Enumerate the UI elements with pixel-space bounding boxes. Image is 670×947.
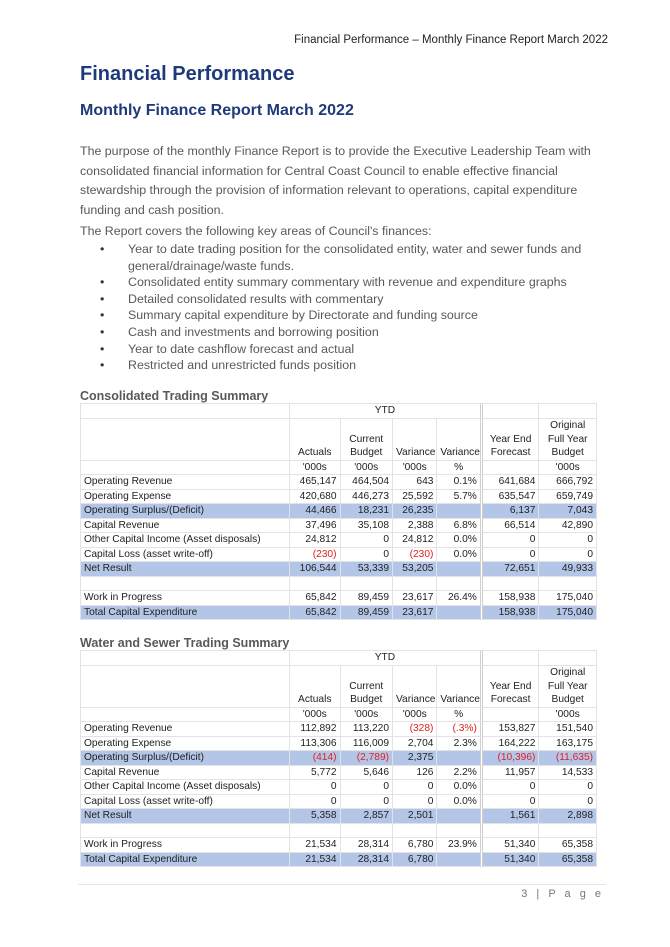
value-cell: 641,684 [481,475,539,490]
col-header-variance: Variance [393,418,437,460]
value-cell: 25,592 [393,489,437,504]
value-cell [437,576,481,591]
list-item: • Year to date cashflow forecast and actual [128,341,600,358]
value-cell: 126 [393,765,437,780]
table-row [81,765,597,780]
value-cell: 151,540 [539,722,597,737]
value-cell: 0 [481,794,539,809]
value-cell: 72,651 [481,562,539,577]
value-cell: 5.7% [437,489,481,504]
value-cell: 0 [539,780,597,795]
value-cell: 24,812 [290,533,340,548]
value-cell: 2.3% [437,736,481,751]
col-header-current-budget: Current Budget [340,665,393,707]
value-cell: 0.0% [437,547,481,562]
row-label: Operating Expense [81,489,290,504]
value-cell: 0 [340,794,393,809]
row-label: Work in Progress [81,838,290,853]
unit-label: '000s [290,707,340,722]
value-cell: 113,306 [290,736,340,751]
value-cell [393,823,437,838]
column-header-row [81,665,597,707]
value-cell [393,576,437,591]
value-cell: 0.1% [437,475,481,490]
empty-cell [539,651,597,666]
table-row [81,736,597,751]
col-header-year-end-forecast: Year End Forecast [481,418,539,460]
value-cell [290,576,340,591]
empty-cell [81,665,290,707]
value-cell: 2,501 [393,809,437,824]
value-cell: (414) [290,751,340,766]
value-cell: 2,857 [340,809,393,824]
value-cell: 7,043 [539,504,597,519]
value-cell [539,823,597,838]
value-cell: 1,561 [481,809,539,824]
value-cell: 446,273 [340,489,393,504]
table-row [81,809,597,824]
list-item: • Year to date trading position for the consolidated entity, water and sewer funds and general/drainage/waste funds. [128,241,600,274]
value-cell: 0.0% [437,533,481,548]
value-cell: 89,459 [340,591,393,606]
value-cell: 0 [481,547,539,562]
value-cell: 0 [539,547,597,562]
consolidated-trading-table [80,403,597,620]
value-cell: 24,812 [393,533,437,548]
col-header-original-budget: Original Full Year Budget [539,418,597,460]
col-header-variance-pct: Variance [437,418,481,460]
value-cell: 175,040 [539,591,597,606]
value-cell [340,576,393,591]
value-cell: 28,314 [340,838,393,853]
unit-label [481,707,539,722]
running-header: Financial Performance – Monthly Finance Report March 2022 [294,34,608,46]
table-row [81,518,597,533]
row-label: Other Capital Income (Asset disposals) [81,533,290,548]
ytd-group-header: YTD [290,651,482,666]
unit-label: '000s [340,707,393,722]
value-cell: 0 [290,794,340,809]
value-cell: (328) [393,722,437,737]
col-header-variance: Variance [393,665,437,707]
value-cell: 163,175 [539,736,597,751]
table-row [81,780,597,795]
unit-label: '000s [539,707,597,722]
table-row [81,547,597,562]
value-cell [437,605,481,620]
value-cell [437,809,481,824]
value-cell: (230) [290,547,340,562]
list-item: • Cash and investments and borrowing position [128,324,600,341]
units-row [81,707,597,722]
unit-label [481,460,539,475]
value-cell: 116,009 [340,736,393,751]
unit-label: '000s [539,460,597,475]
value-cell: 0.0% [437,794,481,809]
unit-label: '000s [393,460,437,475]
water-sewer-trading-table [80,650,597,867]
value-cell: 666,792 [539,475,597,490]
value-cell: 51,340 [481,852,539,867]
col-header-variance-pct: Variance [437,665,481,707]
table-row [81,533,597,548]
value-cell: 2,898 [539,809,597,824]
value-cell [437,504,481,519]
value-cell: 28,314 [340,852,393,867]
table-row [81,838,597,853]
value-cell: 49,933 [539,562,597,577]
value-cell [437,562,481,577]
value-cell: 44,466 [290,504,340,519]
group-header-row [81,651,597,666]
value-cell: (.3%) [437,722,481,737]
value-cell [290,823,340,838]
unit-label: '000s [340,460,393,475]
value-cell: 5,772 [290,765,340,780]
unit-label: % [437,707,481,722]
value-cell: 6,137 [481,504,539,519]
table-row [81,562,597,577]
value-cell: 464,504 [340,475,393,490]
value-cell: 2,375 [393,751,437,766]
value-cell [437,823,481,838]
value-cell: 51,340 [481,838,539,853]
page-title: Financial Performance [80,63,295,85]
value-cell: 113,220 [340,722,393,737]
value-cell [539,576,597,591]
value-cell: 6,780 [393,852,437,867]
row-label: Operating Surplus/(Deficit) [81,751,290,766]
value-cell: 65,842 [290,591,340,606]
spacer-row [81,823,597,838]
row-label: Operating Expense [81,736,290,751]
value-cell: 659,749 [539,489,597,504]
value-cell: 158,938 [481,605,539,620]
empty-cell [81,418,290,460]
row-label: Capital Revenue [81,518,290,533]
ytd-group-header: YTD [290,404,482,419]
col-header-actuals: Actuals [290,665,340,707]
value-cell: 23,617 [393,605,437,620]
value-cell: 18,231 [340,504,393,519]
unit-label: '000s [290,460,340,475]
value-cell: 65,842 [290,605,340,620]
value-cell: 0 [481,780,539,795]
value-cell [481,576,539,591]
value-cell: 2,388 [393,518,437,533]
table-row [81,751,597,766]
value-cell: 0.0% [437,780,481,795]
value-cell: 106,544 [290,562,340,577]
table-row [81,852,597,867]
row-label: Net Result [81,809,290,824]
list-item: • Detailed consolidated results with commentary [128,291,600,308]
group-header-row [81,404,597,419]
unit-label: '000s [393,707,437,722]
table-row [81,489,597,504]
table-row [81,475,597,490]
col-header-actuals: Actuals [290,418,340,460]
page-number: 3 | P a g e [521,888,604,900]
row-label: Capital Loss (asset write-off) [81,547,290,562]
value-cell: 0 [340,547,393,562]
value-cell: 23,617 [393,591,437,606]
value-cell: 0 [539,794,597,809]
value-cell: 5,646 [340,765,393,780]
empty-cell [81,460,290,475]
value-cell: 0 [539,533,597,548]
list-item: • Restricted and unrestricted funds position [128,357,600,374]
units-row [81,460,597,475]
intro-paragraph: The purpose of the monthly Finance Report is to provide the Executive Leadership Team with consolidated financial information for Central Coast Council to enable effective financial stewardship through the provision of information relevant to operations, capital expenditure funding and cash position. [80,144,591,217]
key-areas-list [80,241,600,374]
value-cell: (230) [393,547,437,562]
value-cell: 53,339 [340,562,393,577]
value-cell: 21,534 [290,852,340,867]
table-row [81,722,597,737]
value-cell: 42,890 [539,518,597,533]
value-cell: 0 [340,533,393,548]
table-row [81,605,597,620]
value-cell: 23.9% [437,838,481,853]
col-header-original-budget: Original Full Year Budget [539,665,597,707]
value-cell: 0 [393,794,437,809]
value-cell: (10,396) [481,751,539,766]
value-cell: 14,533 [539,765,597,780]
empty-cell [81,404,290,419]
row-label: Operating Revenue [81,722,290,737]
value-cell [481,823,539,838]
value-cell: 35,108 [340,518,393,533]
row-label: Net Result [81,562,290,577]
value-cell: 66,514 [481,518,539,533]
value-cell: 21,534 [290,838,340,853]
empty-cell [481,651,539,666]
row-label: Total Capital Expenditure [81,605,290,620]
unit-label: % [437,460,481,475]
column-header-row [81,418,597,460]
value-cell: 2,704 [393,736,437,751]
value-cell: 635,547 [481,489,539,504]
value-cell: 0 [481,533,539,548]
table-row [81,504,597,519]
row-label: Operating Revenue [81,475,290,490]
value-cell: 6,780 [393,838,437,853]
value-cell: 26.4% [437,591,481,606]
value-cell: 643 [393,475,437,490]
value-cell [340,823,393,838]
list-item: • Consolidated entity summary commentary with revenue and expenditure graphs [128,274,600,291]
value-cell: 112,892 [290,722,340,737]
value-cell [437,751,481,766]
value-cell [437,852,481,867]
table-row [81,794,597,809]
empty-cell [481,404,539,419]
value-cell: 420,680 [290,489,340,504]
row-label: Capital Revenue [81,765,290,780]
value-cell: 37,496 [290,518,340,533]
value-cell: 65,358 [539,852,597,867]
row-label: Other Capital Income (Asset disposals) [81,780,290,795]
col-header-current-budget: Current Budget [340,418,393,460]
value-cell: 65,358 [539,838,597,853]
col-header-year-end-forecast: Year End Forecast [481,665,539,707]
value-cell: 158,938 [481,591,539,606]
row-label: Capital Loss (asset write-off) [81,794,290,809]
water-sewer-table-title: Water and Sewer Trading Summary [80,636,290,650]
table-row [81,591,597,606]
consolidated-table-title: Consolidated Trading Summary [80,389,269,403]
spacer-row [81,576,597,591]
row-label [81,576,290,591]
covers-intro: The Report covers the following key areas of Council's finances: [80,224,432,238]
value-cell: (2,789) [340,751,393,766]
value-cell: 153,827 [481,722,539,737]
value-cell: (11,635) [539,751,597,766]
value-cell: 0 [290,780,340,795]
value-cell: 0 [393,780,437,795]
row-label [81,823,290,838]
value-cell: 465,147 [290,475,340,490]
value-cell: 0 [340,780,393,795]
row-label: Total Capital Expenditure [81,852,290,867]
footer-divider [78,884,606,885]
row-label: Work in Progress [81,591,290,606]
value-cell: 164,222 [481,736,539,751]
value-cell: 2.2% [437,765,481,780]
value-cell: 6.8% [437,518,481,533]
value-cell: 53,205 [393,562,437,577]
value-cell: 175,040 [539,605,597,620]
value-cell: 11,957 [481,765,539,780]
empty-cell [81,707,290,722]
empty-cell [81,651,290,666]
value-cell: 89,459 [340,605,393,620]
list-item: • Summary capital expenditure by Directorate and funding source [128,307,600,324]
value-cell: 5,358 [290,809,340,824]
page-subtitle: Monthly Finance Report March 2022 [80,102,354,119]
row-label: Operating Surplus/(Deficit) [81,504,290,519]
empty-cell [539,404,597,419]
value-cell: 26,235 [393,504,437,519]
